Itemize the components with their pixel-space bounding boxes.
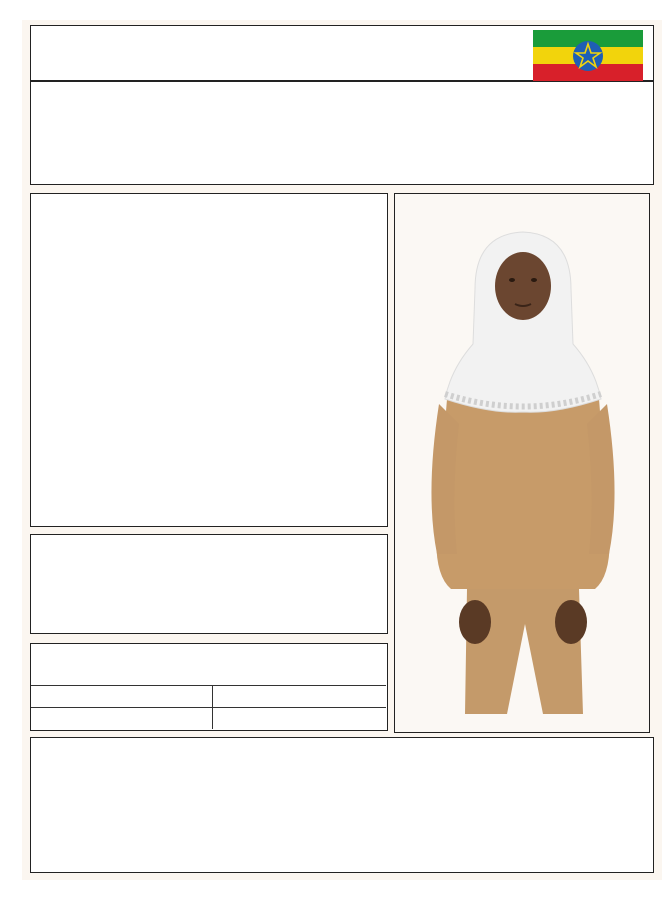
language-box bbox=[30, 534, 388, 634]
personal-details-box bbox=[30, 193, 388, 527]
work-experience-box bbox=[30, 643, 388, 731]
period-value bbox=[213, 708, 386, 729]
top-info-table bbox=[30, 81, 654, 185]
ethiopia-flag-icon bbox=[533, 30, 643, 82]
skills-box bbox=[30, 737, 654, 873]
country-header bbox=[31, 685, 213, 708]
header-box bbox=[30, 25, 654, 81]
person-photo-icon bbox=[395, 194, 650, 733]
cv-page bbox=[22, 20, 662, 880]
country-value bbox=[31, 708, 213, 729]
candidate-photo bbox=[394, 193, 650, 733]
period-header bbox=[213, 685, 386, 708]
